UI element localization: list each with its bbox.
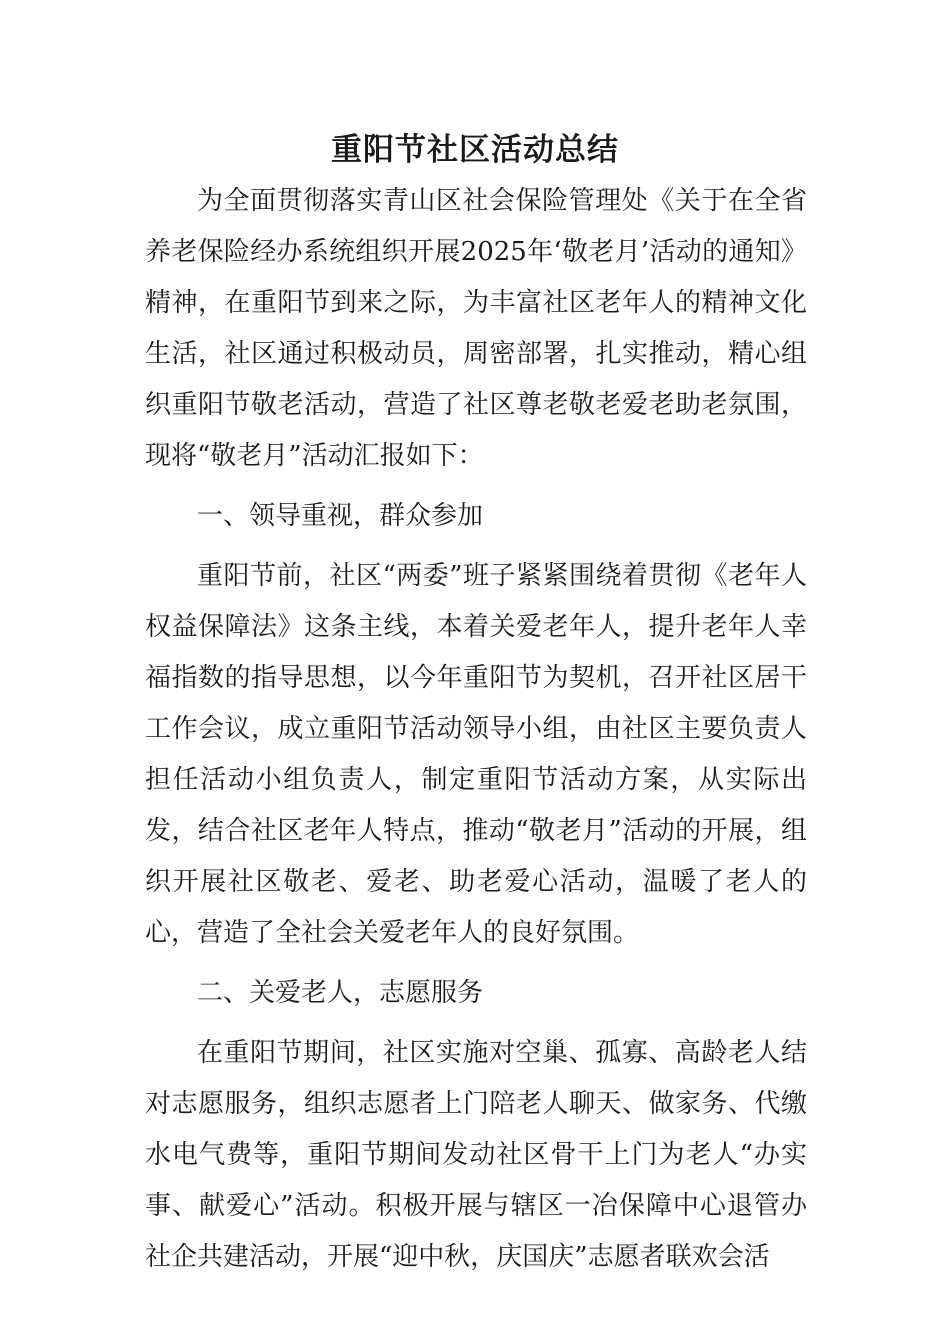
paragraph-gap (145, 482, 807, 491)
paragraph-gap (145, 1019, 807, 1028)
paragraph-gap (145, 542, 807, 551)
paragraph-gap (145, 959, 807, 968)
section-heading-1: 一、领导重视，群众参加 (197, 501, 484, 531)
intro-paragraph: 为全面贯彻落实青山区社会保险管理处《关于在全省养老保险经办系统组织开展2025年‘敬老月’活动的通知》精神，在重阳节到来之际，为丰富社区老年人的精神文化生活，社区通过积极动员，周密部署，扎实推动，精心组织重阳节敬老活动，营造了社区尊老敬老爱老助老氛围，现将“敬老月”活动汇报如下： (145, 186, 807, 471)
document-body (145, 176, 807, 1283)
section-paragraph-1: 重阳节前，社区“两委”班子紧紧围绕着贯彻《老年人权益保障法》这条主线，本着关爱老年人，提升老年人幸福指数的指导思想，以今年重阳节为契机，召开社区居干工作会议，成立重阳节活动领导小组，由社区主要负责人担任活动小组负责人，制定重阳节活动方案，从实际出发，结合社区老年人特点，推动“敬老月”活动的开展，组织开展社区敬老、爱老、助老爱心活动，温暖了老人的心，营造了全社会关爱老年人的良好氛围。 (145, 561, 807, 948)
document-title: 重阳节社区活动总结 (331, 132, 619, 168)
section-heading-2: 二、关爱老人，志愿服务 (197, 978, 484, 1008)
section-paragraph-2: 在重阳节期间，社区实施对空巢、孤寡、高龄老人结对志愿服务，组织志愿者上门陪老人聊天、做家务、代缴水电气费等，重阳节期间发动社区骨干上门为老人“办实事、献爱心”活动。积极开展与辖区一冶保障中心退管办社企共建活动，开展“迎中秋，庆国庆”志愿者联欢会活 (145, 1038, 807, 1272)
